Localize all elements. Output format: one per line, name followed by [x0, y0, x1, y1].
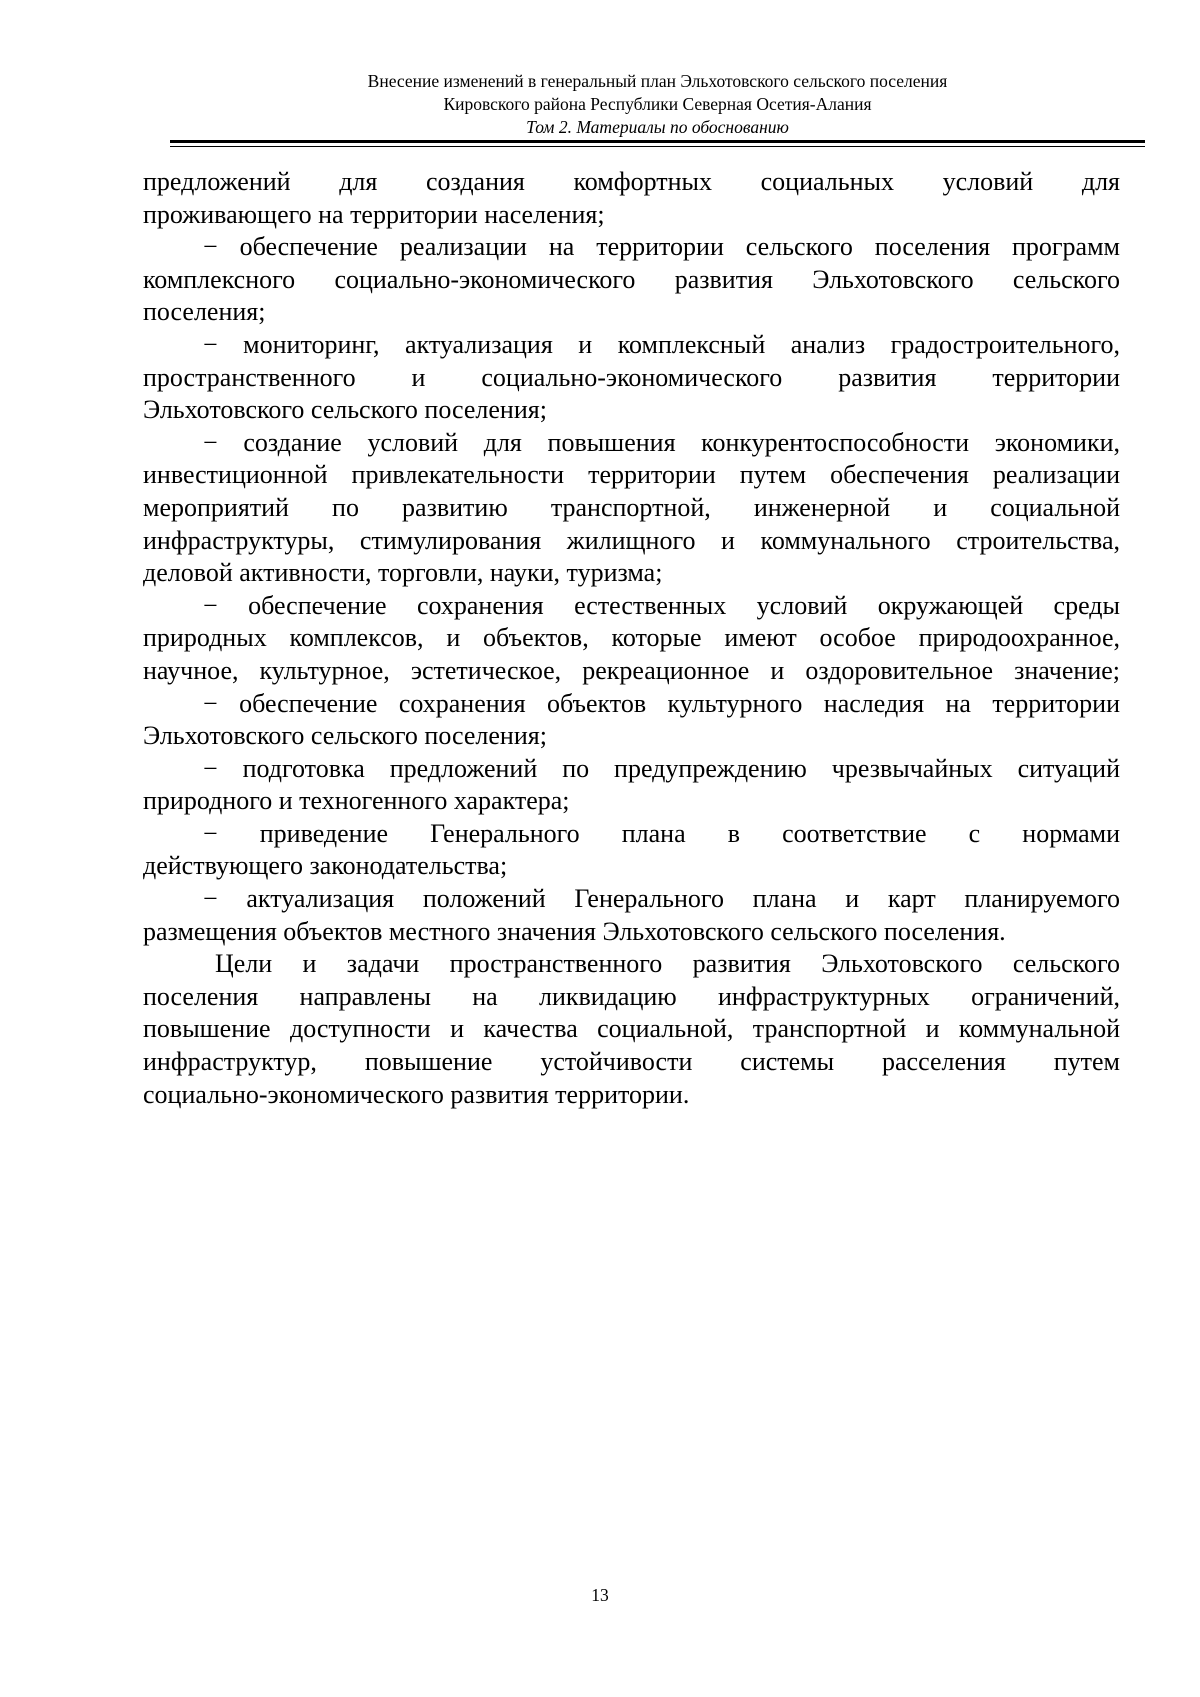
- bullet-line: − актуализация положений Генерального плана и карт планируемого: [203, 884, 1120, 914]
- text-line: мероприятий по развитию транспортной, инженерной и социальной: [143, 492, 1120, 522]
- text-line: повышение доступности и качества социальной, транспортной и коммунальной: [143, 1014, 1120, 1044]
- bullet-line: − мониторинг, актуализация и комплексный анализ градостроительного,: [203, 329, 1120, 359]
- bullet-line: − обеспечение сохранения естественных условий окружающей среды: [203, 590, 1120, 620]
- page-number: 13: [591, 1585, 609, 1605]
- text-line: Эльхотовского сельского поселения;: [143, 395, 547, 425]
- text-line: поселения;: [143, 297, 266, 327]
- text-line: действующего законодательства;: [143, 851, 508, 881]
- bullet-line: − обеспечение реализации на территории сельского поселения программ: [203, 232, 1120, 262]
- text-line: проживающего на территории населения;: [143, 199, 605, 229]
- header-title-line-1: Внесение изменений в генеральный план Эльхотовского сельского поселения: [367, 71, 948, 91]
- paragraph-first-line: Цели и задачи пространственного развития Эльхотовского сельского: [215, 949, 1120, 979]
- text-line: инфраструктур, повышение устойчивости системы расселения путем: [143, 1047, 1120, 1077]
- text-line: Эльхотовского сельского поселения;: [143, 721, 547, 751]
- bullet-line: − подготовка предложений по предупреждению чрезвычайных ситуаций: [203, 753, 1120, 783]
- document-body: [143, 166, 1120, 1111]
- text-line: размещения объектов местного значения Эльхотовского сельского поселения.: [143, 916, 1006, 946]
- text-line: природного и техногенного характера;: [143, 786, 570, 816]
- text-line: поселения направлены на ликвидацию инфраструктурных ограничений,: [143, 981, 1120, 1011]
- text-line: природных комплексов, и объектов, которые имеют особое природоохранное,: [143, 623, 1120, 653]
- text-line: социально-экономического развития территории.: [143, 1079, 690, 1109]
- text-line: пространственного и социально-экономического развития территории: [143, 362, 1120, 392]
- text-line: предложений для создания комфортных социальных условий для: [143, 167, 1120, 196]
- bullet-line: − приведение Генерального плана в соответствие с нормами: [203, 818, 1120, 848]
- header-title-line-2: Кировского района Республики Северная Осетия-Алания: [443, 94, 872, 114]
- text-line: инфраструктуры, стимулирования жилищного и коммунального строительства,: [143, 525, 1120, 555]
- text-line: комплексного социально-экономического развития Эльхотовского сельского: [143, 264, 1120, 294]
- text-line: научное, культурное, эстетическое, рекреационное и оздоровительное значение;: [143, 655, 1120, 685]
- text-line: инвестиционной привлекательности территории путем обеспечения реализации: [143, 460, 1120, 490]
- bullet-line: − обеспечение сохранения объектов культурного наследия на территории: [203, 688, 1120, 718]
- header-volume-line: Том 2. Материалы по обоснованию: [526, 117, 789, 137]
- bullet-line: − создание условий для повышения конкурентоспособности экономики,: [203, 427, 1120, 457]
- header-rule-thin: [170, 146, 1145, 147]
- text-line: деловой активности, торговли, науки, туризма;: [143, 558, 663, 588]
- running-header: [170, 70, 1145, 139]
- header-rule-thick: [170, 140, 1145, 143]
